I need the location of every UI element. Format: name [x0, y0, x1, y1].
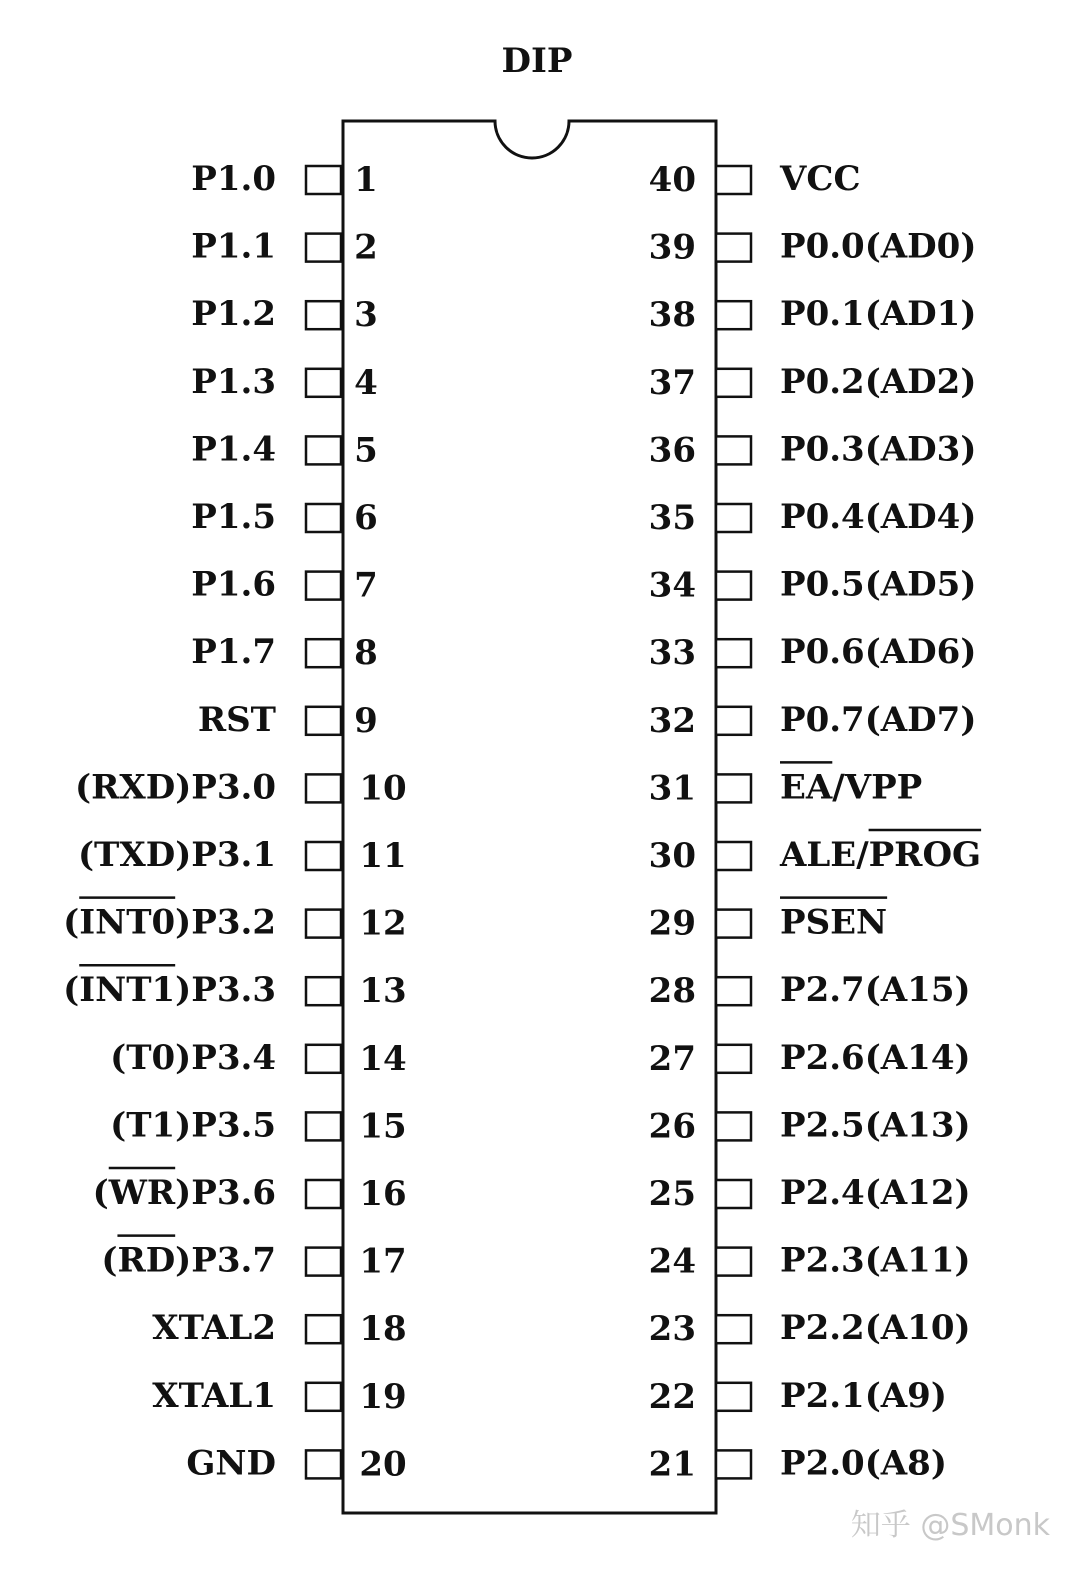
pin-label: (TXD)P3.1 [77, 835, 276, 875]
left-pin [152, 1376, 406, 1417]
pin-label: P1.7 [191, 632, 276, 673]
pin-lead [716, 1315, 751, 1343]
pin-lead [306, 301, 341, 329]
pin-number: 37 [648, 362, 696, 403]
pin-number: 31 [648, 768, 696, 809]
pin-lead [716, 910, 751, 938]
pin-number: 4 [354, 362, 378, 403]
pin-lead [306, 1315, 341, 1343]
pin-label: P0.0(AD0) [780, 226, 977, 267]
left-pin [63, 898, 407, 944]
right-pin [649, 565, 977, 606]
pin-number: 8 [354, 633, 378, 674]
pin-number: 11 [359, 836, 407, 876]
left-pin [191, 429, 378, 470]
pin-lead [716, 1450, 751, 1478]
pin-lead [716, 842, 751, 870]
pin-lead [306, 1112, 341, 1140]
pin-lead [306, 436, 341, 464]
pin-lead [716, 707, 751, 735]
pin-lead [716, 639, 751, 667]
pin-lead [716, 504, 751, 532]
left-pin [191, 362, 378, 403]
right-pin [649, 497, 977, 538]
watermark: 知乎 @SMonk [850, 1508, 1050, 1543]
pin-lead [716, 1045, 751, 1073]
pin-lead [716, 1248, 751, 1276]
right-pin [649, 294, 977, 335]
pin-lead [716, 1180, 751, 1208]
pin-number: 15 [359, 1106, 407, 1147]
right-pin [649, 1376, 947, 1417]
pin-label: (INT1)P3.3 [63, 970, 276, 1011]
right-pin [649, 1173, 971, 1214]
left-pin-column [63, 159, 407, 1484]
right-pin [649, 1308, 971, 1349]
pin-label: P0.3(AD3) [780, 429, 977, 470]
pin-label: P1.2 [191, 294, 276, 335]
right-pin [649, 700, 977, 741]
pin-lead [306, 639, 341, 667]
pin-number: 20 [359, 1444, 407, 1485]
left-pin [191, 227, 378, 268]
pin-label: (INT0)P3.2 [63, 902, 276, 943]
pin-label: P0.5(AD5) [780, 564, 977, 605]
left-pin [110, 1038, 407, 1079]
pin-label: P1.5 [191, 497, 276, 537]
pin-number: 34 [648, 565, 696, 606]
pin-number: 35 [648, 498, 696, 538]
pin-label: P2.6(A14) [780, 1037, 971, 1078]
pin-label: P2.7(A15) [780, 970, 971, 1011]
pin-number: 36 [648, 430, 696, 471]
pin-number: 30 [648, 836, 696, 876]
pin-number: 17 [359, 1241, 407, 1282]
left-pin [191, 294, 378, 335]
pin-label: P1.4 [191, 429, 276, 470]
pin-number: 9 [354, 700, 378, 741]
right-pin [649, 1105, 971, 1146]
right-pin [649, 1443, 947, 1484]
pin-label: EA/VPP [780, 767, 923, 808]
pin-label: P0.1(AD1) [780, 294, 977, 335]
pin-label: GND [186, 1443, 276, 1484]
pin-lead [306, 1045, 341, 1073]
pin-label: (WR)P3.6 [92, 1173, 276, 1213]
left-pin [198, 700, 378, 741]
pin-label: P0.2(AD2) [780, 361, 977, 402]
pin-label: P1.1 [191, 226, 276, 267]
right-pin [649, 762, 923, 808]
pin-label: VCC [780, 159, 861, 199]
pin-lead [716, 436, 751, 464]
pin-lead [716, 166, 751, 194]
pin-label: P2.5(A13) [780, 1105, 971, 1146]
pin-lead [716, 301, 751, 329]
pin-label: P2.1(A9) [780, 1375, 947, 1416]
pin-number: 33 [648, 633, 696, 674]
right-pin [649, 362, 977, 403]
pin-lead [306, 977, 341, 1005]
pin-lead [306, 369, 341, 397]
pin-number: 39 [648, 227, 696, 268]
right-pin-column [649, 159, 981, 1484]
pin-lead [306, 1248, 341, 1276]
pin-label: (T1)P3.5 [110, 1105, 276, 1146]
pin-label: P0.4(AD4) [780, 497, 977, 537]
pin-lead [306, 774, 341, 802]
pin-number: 6 [354, 498, 378, 538]
pin-label: (RXD)P3.0 [74, 767, 276, 808]
left-pin [191, 565, 378, 606]
pin-number: 22 [648, 1376, 696, 1417]
pin-lead [306, 910, 341, 938]
pin-number: 21 [648, 1444, 696, 1485]
pin-label: P1.0 [191, 159, 276, 199]
pin-label: (T0)P3.4 [110, 1037, 276, 1078]
pin-number: 29 [648, 903, 696, 944]
pin-lead [716, 234, 751, 262]
pin-label: ALE/PROG [780, 835, 982, 875]
pin-lead [306, 1383, 341, 1411]
pin-label: P1.3 [191, 361, 276, 402]
pin-label: XTAL1 [152, 1375, 276, 1416]
pin-label: P0.6(AD6) [780, 632, 977, 673]
pin-lead [716, 572, 751, 600]
left-pin [101, 1236, 406, 1282]
pin-number: 5 [354, 430, 378, 471]
pin-label: P2.2(A10) [780, 1308, 971, 1349]
pin-lead [306, 1180, 341, 1208]
pin-number: 28 [648, 971, 696, 1012]
pin-number: 10 [359, 768, 407, 809]
pin-label: P1.6 [191, 564, 276, 605]
left-pin [75, 767, 407, 808]
diagram-title: DIP [501, 41, 573, 81]
pin-number: 13 [359, 971, 407, 1012]
left-pin [93, 1168, 407, 1214]
pin-lead [306, 166, 341, 194]
right-pin [649, 1038, 971, 1079]
left-pin [191, 632, 378, 673]
right-pin [649, 830, 981, 876]
right-pin [649, 159, 861, 200]
pin-number: 23 [648, 1309, 696, 1350]
left-pin [110, 1105, 407, 1146]
pin-number: 19 [359, 1376, 407, 1417]
pin-number: 24 [648, 1241, 696, 1282]
pin-label: XTAL2 [152, 1308, 276, 1349]
pin-lead [716, 977, 751, 1005]
right-pin [649, 970, 971, 1011]
left-pin [191, 497, 378, 538]
pin-number: 12 [359, 903, 407, 944]
left-pin [152, 1308, 406, 1349]
pin-number: 18 [359, 1309, 407, 1350]
pin-number: 2 [354, 227, 378, 268]
pin-label: RST [197, 699, 276, 740]
right-pin [649, 227, 977, 268]
pin-lead [716, 369, 751, 397]
pin-number: 40 [648, 160, 696, 200]
pin-lead [716, 1112, 751, 1140]
left-pin [78, 835, 407, 876]
pin-label: P2.4(A12) [780, 1173, 971, 1213]
pin-lead [306, 572, 341, 600]
left-pin [191, 159, 378, 200]
right-pin [649, 429, 977, 470]
pin-label: P2.0(A8) [780, 1443, 947, 1484]
pin-lead [716, 774, 751, 802]
pin-number: 3 [354, 295, 378, 336]
left-pin [63, 965, 407, 1011]
pin-lead [306, 707, 341, 735]
right-pin [649, 1241, 971, 1282]
left-pin [186, 1443, 406, 1484]
pin-label: P0.7(AD7) [780, 699, 977, 740]
pin-lead [306, 234, 341, 262]
pin-label: PSEN [780, 902, 888, 943]
pin-number: 16 [359, 1174, 407, 1214]
pin-number: 1 [354, 160, 378, 200]
pin-lead [306, 1450, 341, 1478]
pin-label: (RD)P3.7 [101, 1240, 276, 1281]
pin-number: 25 [648, 1174, 696, 1214]
pin-lead [306, 842, 341, 870]
pin-number: 7 [354, 565, 378, 606]
pin-number: 26 [648, 1106, 696, 1147]
right-pin [649, 632, 977, 673]
pin-number: 14 [359, 1038, 407, 1079]
pin-number: 38 [648, 295, 696, 336]
pin-number: 27 [648, 1038, 696, 1079]
pin-number: 32 [648, 700, 696, 741]
pin-lead [306, 504, 341, 532]
right-pin [649, 898, 887, 944]
pin-lead [716, 1383, 751, 1411]
pin-label: P2.3(A11) [780, 1240, 971, 1281]
